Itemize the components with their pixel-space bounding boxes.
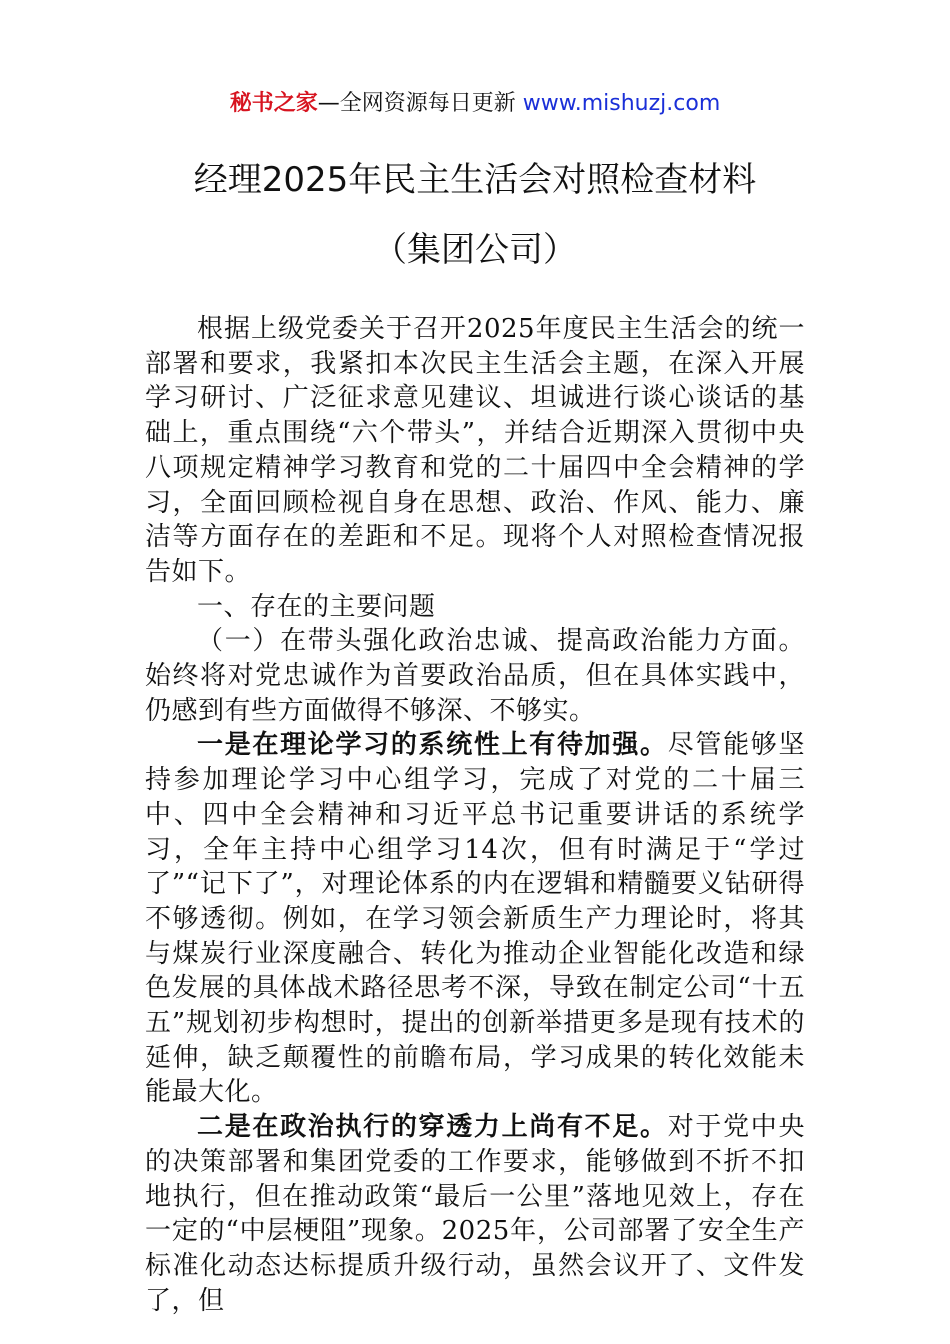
- document-subtitle: （集团公司）: [373, 230, 577, 270]
- header-slogan: —全网资源每日更新: [317, 91, 523, 116]
- document-body: [145, 312, 805, 1318]
- intro-paragraph: 根据上级党委关于召开2025年度民主生活会的统一部署和要求，我紧扣本次民主生活会主题，在深入开展学习研讨、广泛征求意见建议、坦诚进行谈心谈话的基础上，重点围绕“六个带头”，并结合近期深入贯彻中央八项规定精神学习教育和党的二十届四中全会精神的学习，全面回顾检视自身在思想、政治、作风、能力、廉洁等方面存在的差距和不足。现将个人对照检查情况报告如下。: [145, 314, 805, 587]
- site-header: [0, 88, 950, 120]
- point-2-body: 对于党中央的决策部署和集团党委的工作要求，能够做到不折不扣地执行，但在推动政策“最后一公里”落地见效上，存在一定的“中层梗阻”现象。2025年，公司部署了安全生产标准化动态达标提质升级行动，虽然会议开了、文件发了，但: [145, 1112, 805, 1316]
- point-2-paragraph: [145, 1110, 805, 1318]
- point-1-lead: 一是在理论学习的系统性上有待加强。: [197, 730, 668, 761]
- section-heading: 一、存在的主要问题: [197, 591, 436, 622]
- point-1-paragraph: [145, 728, 805, 1110]
- subsection-paragraph: （一）在带头强化政治忠诚、提高政治能力方面。始终将对党忠诚作为首要政治品质，但在具体实践中，仍感到有些方面做得不够深、不够实。: [145, 626, 805, 726]
- brand-name: 秘书之家: [229, 91, 318, 116]
- site-url-link[interactable]: www.mishuzj.com: [522, 91, 721, 116]
- point-2-lead: 二是在政治执行的穿透力上尚有不足。: [197, 1112, 668, 1143]
- document-title: 经理2025年民主生活会对照检查材料: [193, 160, 757, 200]
- point-1-body: 尽管能够坚持参加理论学习中心组学习，完成了对党的二十届三中、四中全会精神和习近平总书记重要讲话的系统学习，全年主持中心组学习14次，但有时满足于“学过了”“记下了”，对理论体系的内在逻辑和精髓要义钻研得不够透彻。例如，在学习领会新质生产力理论时，将其与煤炭行业深度融合、转化为推动企业智能化改造和绿色发展的具体战术路径思考不深，导致在制定公司“十五五”规划初步构想时，提出的创新举措更多是现有技术的延伸，缺乏颠覆性的前瞻布局，学习成果的转化效能未能最大化。: [145, 730, 805, 1108]
